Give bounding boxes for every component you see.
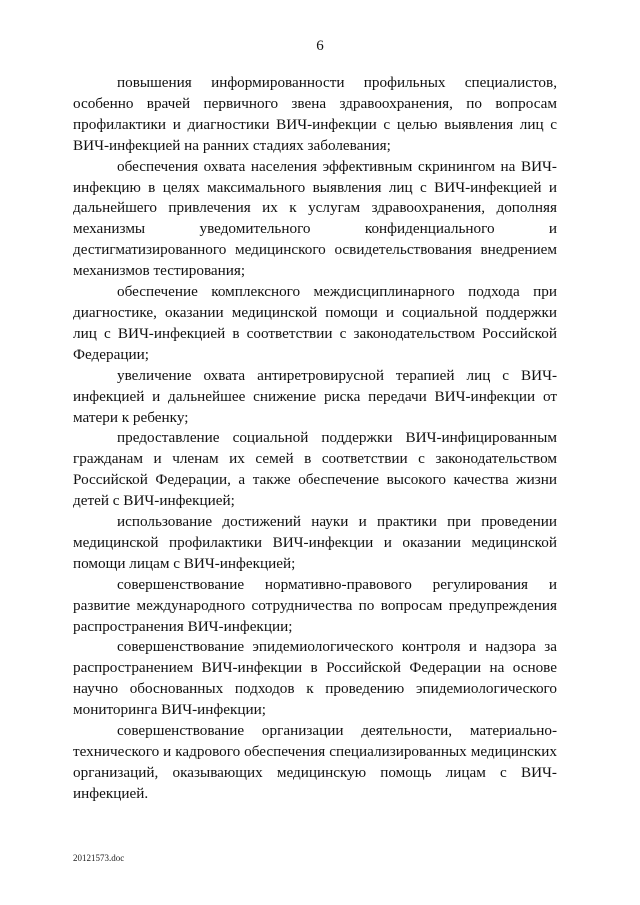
paragraph-epidemiology: совершенствование эпидемиологического контроля и надзора за распространением ВИЧ-инфекции в Российской Федерации на основе научно обоснованных подходов к проведению эпидемиологического мониторинга ВИЧ-инфекции; <box>73 638 557 719</box>
paragraph-awareness: повышения информированности профильных специалистов, особенно врачей первичного звена здравоохранения, по вопросам профилактики и диагностики ВИЧ-инфекции с целью выявления лиц с ВИЧ-инфекцией на ранних стадиях заболевания; <box>73 74 557 154</box>
paragraph-regulation: совершенствование нормативно-правового регулирования и развитие международного сотрудничества по вопросам предупреждения распространения ВИЧ-инфекции; <box>73 575 557 635</box>
paragraph-science: использование достижений науки и практики при проведении медицинской профилактики ВИЧ-инфекции и оказании медицинской помощи лицам с ВИЧ-инфекцией; <box>73 513 557 572</box>
page-number: 6 <box>316 38 324 54</box>
paragraph-screening: обеспечения охвата населения эффективным скринингом на ВИЧ-инфекцию в целях максимального выявления лиц с ВИЧ-инфекцией и дальнейшего привлечения их к услугам здравоохранения, дополняя механизмы уведомительного конфиденциального и дестигматизированного медицинского освидетельствования внедрением механизмов тестирования; <box>73 157 557 280</box>
paragraph-social-support: предоставление социальной поддержки ВИЧ-инфицированным гражданам и членам их семей в соответствии с законодательством Российской Федерации, а также обеспечение высокого качества жизни детей с ВИЧ-инфекцией; <box>73 429 557 510</box>
document-body <box>73 73 557 805</box>
paragraph-organization: совершенствование организации деятельности, материально-технического и кадрового обеспечения специализированных медицинских организаций, оказывающих медицинскую помощь лицам с ВИЧ-инфекцией. <box>73 722 557 802</box>
paragraph-interdisciplinary: обеспечение комплексного междисциплинарного подхода при диагностике, оказании медицинской помощи и социальной поддержки лиц с ВИЧ-инфекцией в соответствии с законодательством Российской Федерации; <box>73 283 557 363</box>
footer-filename: 20121573.doc <box>73 853 125 863</box>
paragraph-art-coverage: увеличение охвата антиретровирусной терапией лиц с ВИЧ-инфекцией и дальнейшее снижение риска передачи ВИЧ-инфекции от матери к ребенку; <box>73 366 557 426</box>
